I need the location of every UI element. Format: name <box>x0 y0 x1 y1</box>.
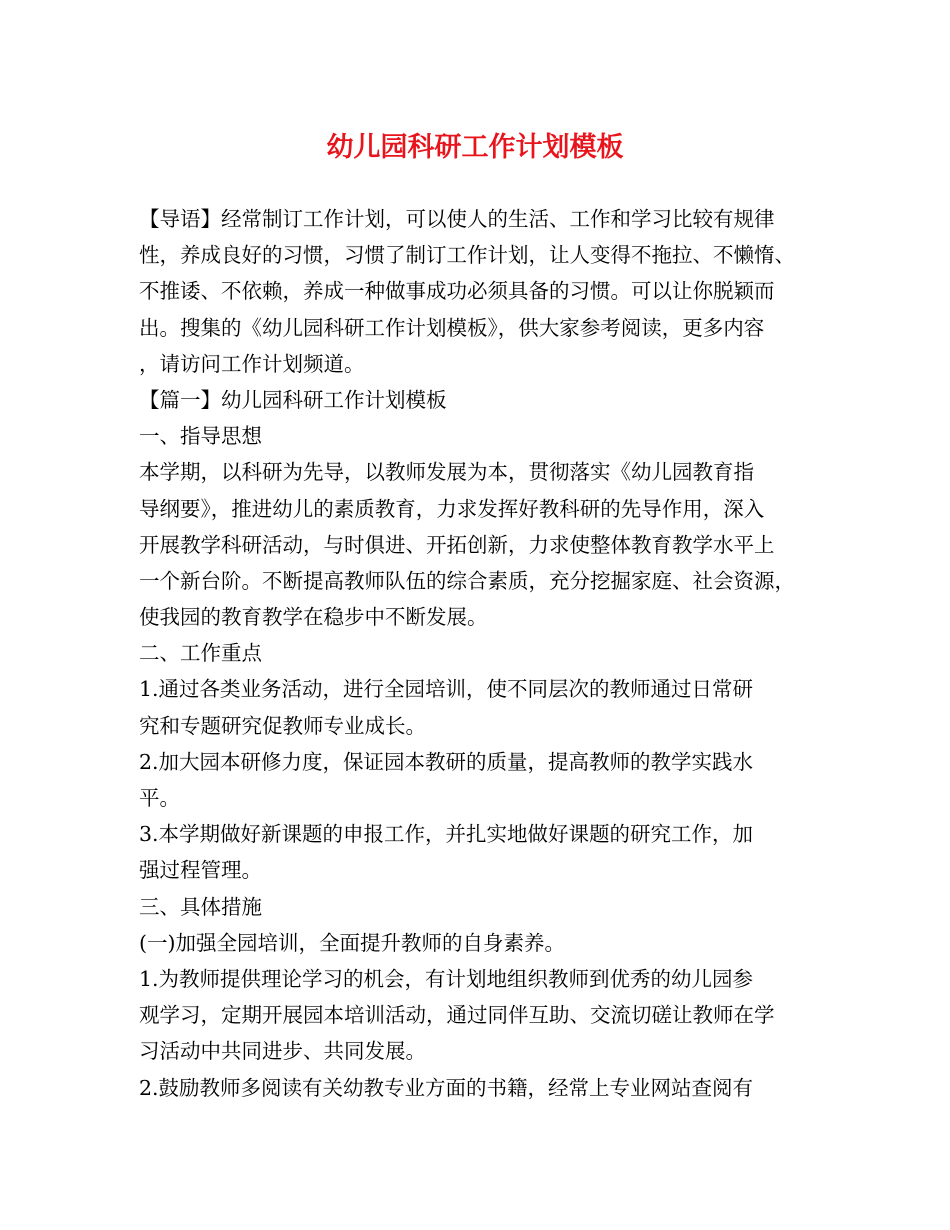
body-line: 开展教学科研活动，与时俱进、开拓创新，力求使整体教育教学水平上 <box>139 532 775 557</box>
body-line: 平。 <box>139 786 180 810</box>
body-line: 性，养成良好的习惯，习惯了制订工作计划，让人变得不拖拉、不懒惰、 <box>139 243 795 268</box>
document-title: 幼儿园科研工作计划模板 <box>326 132 624 163</box>
section-heading: 【篇一】幼儿园科研工作计划模板 <box>139 387 447 412</box>
body-line: (一)加强全园培训，全面提升教师的自身素养。 <box>139 930 565 955</box>
section-heading: 三、具体措施 <box>139 894 262 919</box>
body-line: 导纲要》，推进幼儿的素质教育，力求发挥好教科研的先导作用，深入 <box>139 496 765 521</box>
body-line: 【导语】经常制订工作计划，可以使人的生活、工作和学习比较有规律 <box>139 207 775 231</box>
body-line: 不推诿、不依赖，养成一种做事成功必须具备的习惯。可以让你脱颖而 <box>139 279 775 304</box>
body-line: 一个新台阶。不断提高教师队伍的综合素质，充分挖掘家庭、社会资源， <box>139 568 795 593</box>
body-line: 究和专题研究促教师专业成长。 <box>139 713 426 738</box>
section-heading: 二、工作重点 <box>139 641 262 666</box>
section-heading: 一、指导思想 <box>139 424 262 449</box>
body-line: 1.通过各类业务活动，进行全园培训，使不同层次的教师通过日常研 <box>139 677 754 702</box>
body-line: 3.本学期做好新课题的申报工作，并扎实地做好课题的研究工作，加 <box>139 822 754 847</box>
body-line: 使我园的教育教学在稳步中不断发展。 <box>139 605 488 630</box>
body-line: 1.为教师提供理论学习的机会，有计划地组织教师到优秀的幼儿园参 <box>139 966 754 991</box>
body-line: 出。搜集的《幼儿园科研工作计划模板》，供大家参考阅读，更多内容 <box>139 315 765 340</box>
body-line: 本学期，以科研为先导，以教师发展为本，贯彻落实《幼儿园教育指 <box>139 460 754 485</box>
body-line: 习活动中共同进步、共同发展。 <box>139 1039 426 1064</box>
body-line: 2.鼓励教师多阅读有关幼教专业方面的书籍，经常上专业网站查阅有 <box>139 1075 754 1100</box>
body-line: 2.加大园本研修力度，保证园本教研的质量，提高教师的教学实践水 <box>139 749 754 774</box>
body-line: 观学习，定期开展园本培训活动，通过同伴互助、交流切磋让教师在学 <box>139 1003 775 1028</box>
body-line: 强过程管理。 <box>139 858 262 883</box>
body-line: ，请访问工作计划频道。 <box>139 351 365 376</box>
document-body <box>139 201 829 1106</box>
